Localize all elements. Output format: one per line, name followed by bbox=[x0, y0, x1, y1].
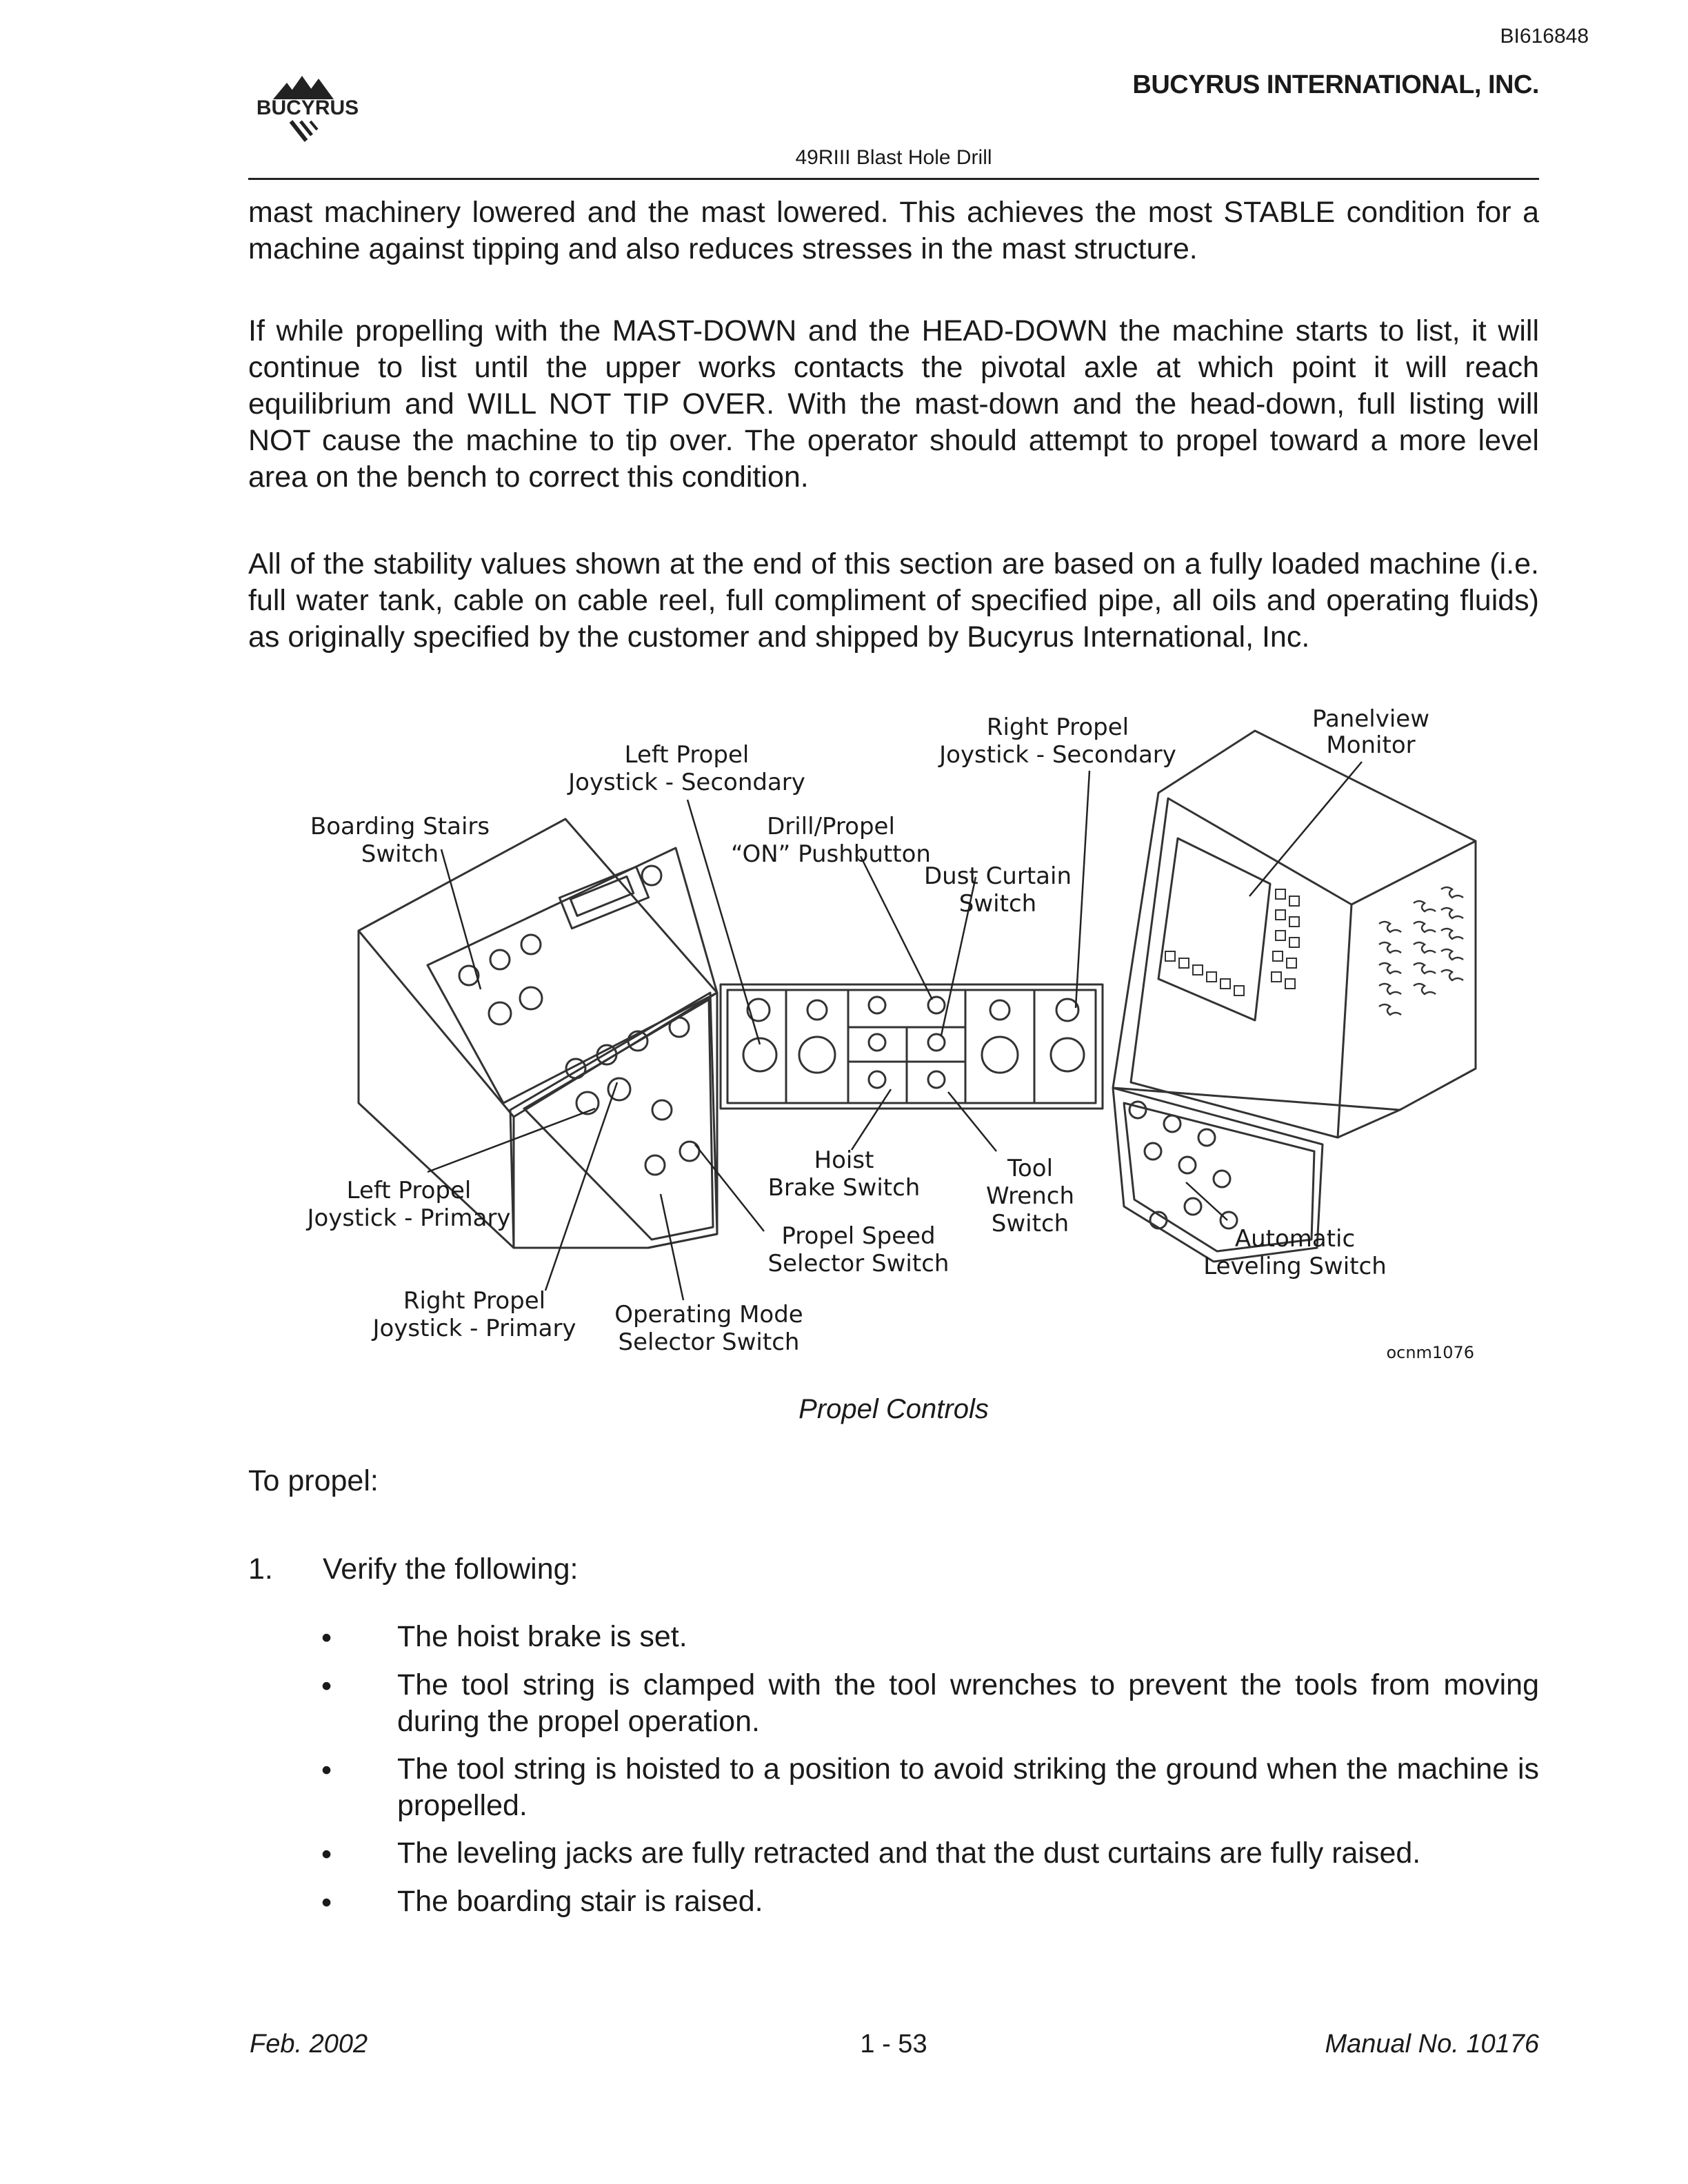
paragraph-1: mast machinery lowered and the mast lowered. This achieves the most STABLE condition for a machine against tipping and also reduces stresses in the mast structure. bbox=[248, 196, 1539, 265]
label-right-sec-1: Right Propel bbox=[986, 714, 1129, 741]
procedure-intro: To propel: bbox=[248, 1464, 379, 1497]
label-mode-2: Selector Switch bbox=[618, 1328, 800, 1356]
label-auto-2: Leveling Switch bbox=[1203, 1253, 1387, 1280]
label-right-pri-2: Joystick - Primary bbox=[372, 1315, 576, 1342]
label-left-pri-1: Left Propel bbox=[346, 1177, 472, 1204]
step-text: Verify the following: bbox=[323, 1553, 579, 1586]
bucyrus-logo bbox=[245, 72, 370, 149]
document-id: BI616848 bbox=[1500, 25, 1589, 48]
bullet-marker: • bbox=[321, 1754, 332, 1787]
label-stairs-2: Switch bbox=[361, 840, 439, 868]
bullet-item: The leveling jacks are fully retracted and that the dust curtains are fully raised. bbox=[397, 1837, 1421, 1870]
label-right-pri-1: Right Propel bbox=[403, 1287, 546, 1315]
footer-date: Feb. 2002 bbox=[250, 2030, 368, 2059]
label-left-sec-1: Left Propel bbox=[624, 741, 750, 769]
label-right-sec-2: Joystick - Secondary bbox=[939, 741, 1176, 769]
label-drill-2: “ON” Pushbutton bbox=[731, 840, 931, 868]
label-auto-1: Automatic bbox=[1234, 1225, 1356, 1253]
label-hoist-1: Hoist bbox=[814, 1146, 874, 1174]
label-left-sec-2: Joystick - Secondary bbox=[568, 769, 805, 796]
vent-slots bbox=[1379, 887, 1463, 1015]
bullet-item: The tool string is clamped with the tool wrenches to prevent the tools from moving during the propel operation. bbox=[397, 1668, 1539, 1738]
label-hoist-2: Brake Switch bbox=[767, 1174, 921, 1202]
bullet-marker: • bbox=[321, 1838, 332, 1871]
label-tool-3: Switch bbox=[991, 1210, 1069, 1237]
label-stairs-1: Boarding Stairs bbox=[310, 813, 490, 840]
logo-wordmark: BUCYRUS bbox=[256, 97, 359, 119]
paragraph-3: All of the stability values shown at the end of this section are based on a fully loaded machine (i.e. full water tank, cable on cable reel, full compliment of specified pipe, all oils and operating fluids) as originally specified by the customer and shipped by Bucyrus International, Inc. bbox=[248, 547, 1539, 654]
label-drill-1: Drill/Propel bbox=[767, 813, 895, 840]
bullet-item: The hoist brake is set. bbox=[397, 1620, 687, 1653]
step-number: 1. bbox=[248, 1553, 273, 1586]
figure-labels bbox=[305, 705, 1474, 1362]
label-mode-1: Operating Mode bbox=[614, 1301, 803, 1328]
footer-manual-number: Manual No. 10176 bbox=[1325, 2030, 1539, 2059]
bullet-marker: • bbox=[321, 1886, 332, 1919]
label-panelview-2: Monitor bbox=[1326, 731, 1416, 759]
label-speed-1: Propel Speed bbox=[781, 1222, 936, 1250]
bullet-item: The boarding stair is raised. bbox=[397, 1885, 763, 1918]
label-dust-1: Dust Curtain bbox=[923, 862, 1072, 890]
bullet-marker: • bbox=[321, 1670, 332, 1703]
company-name: BUCYRUS INTERNATIONAL, INC. bbox=[1132, 70, 1539, 99]
bullet-item: The tool string is hoisted to a position to avoid striking the ground when the machine is propelled. bbox=[397, 1752, 1539, 1822]
label-left-pri-2: Joystick - Primary bbox=[307, 1204, 511, 1232]
model-title: 49RIII Blast Hole Drill bbox=[795, 146, 992, 169]
label-panelview-1: Panelview bbox=[1312, 705, 1430, 733]
propel-controls-figure bbox=[303, 696, 1489, 1372]
label-tool-2: Wrench bbox=[985, 1182, 1075, 1210]
monitor-keypad bbox=[1165, 889, 1299, 995]
footer-page-number: 1 - 53 bbox=[860, 2030, 927, 2059]
label-tool-1: Tool bbox=[1007, 1155, 1054, 1182]
paragraph-2: If while propelling with the MAST-DOWN and the HEAD-DOWN the machine starts to list, it will continue to list until the upper works contacts the pivotal axle at which point it will reach equilibrium and WILL NOT TIP OVER. With the mast-down and the head-down, full listing will NOT cause the machine to tip over. The operator should attempt to propel toward a more level area on the bench to correct this condition. bbox=[248, 314, 1539, 494]
figure-ref-code: ocnm1076 bbox=[1386, 1343, 1474, 1362]
label-speed-2: Selector Switch bbox=[767, 1250, 950, 1277]
label-dust-2: Switch bbox=[958, 890, 1037, 918]
header-rule bbox=[248, 178, 1539, 180]
bullet-marker: • bbox=[321, 1621, 332, 1655]
figure-caption: Propel Controls bbox=[798, 1394, 989, 1424]
